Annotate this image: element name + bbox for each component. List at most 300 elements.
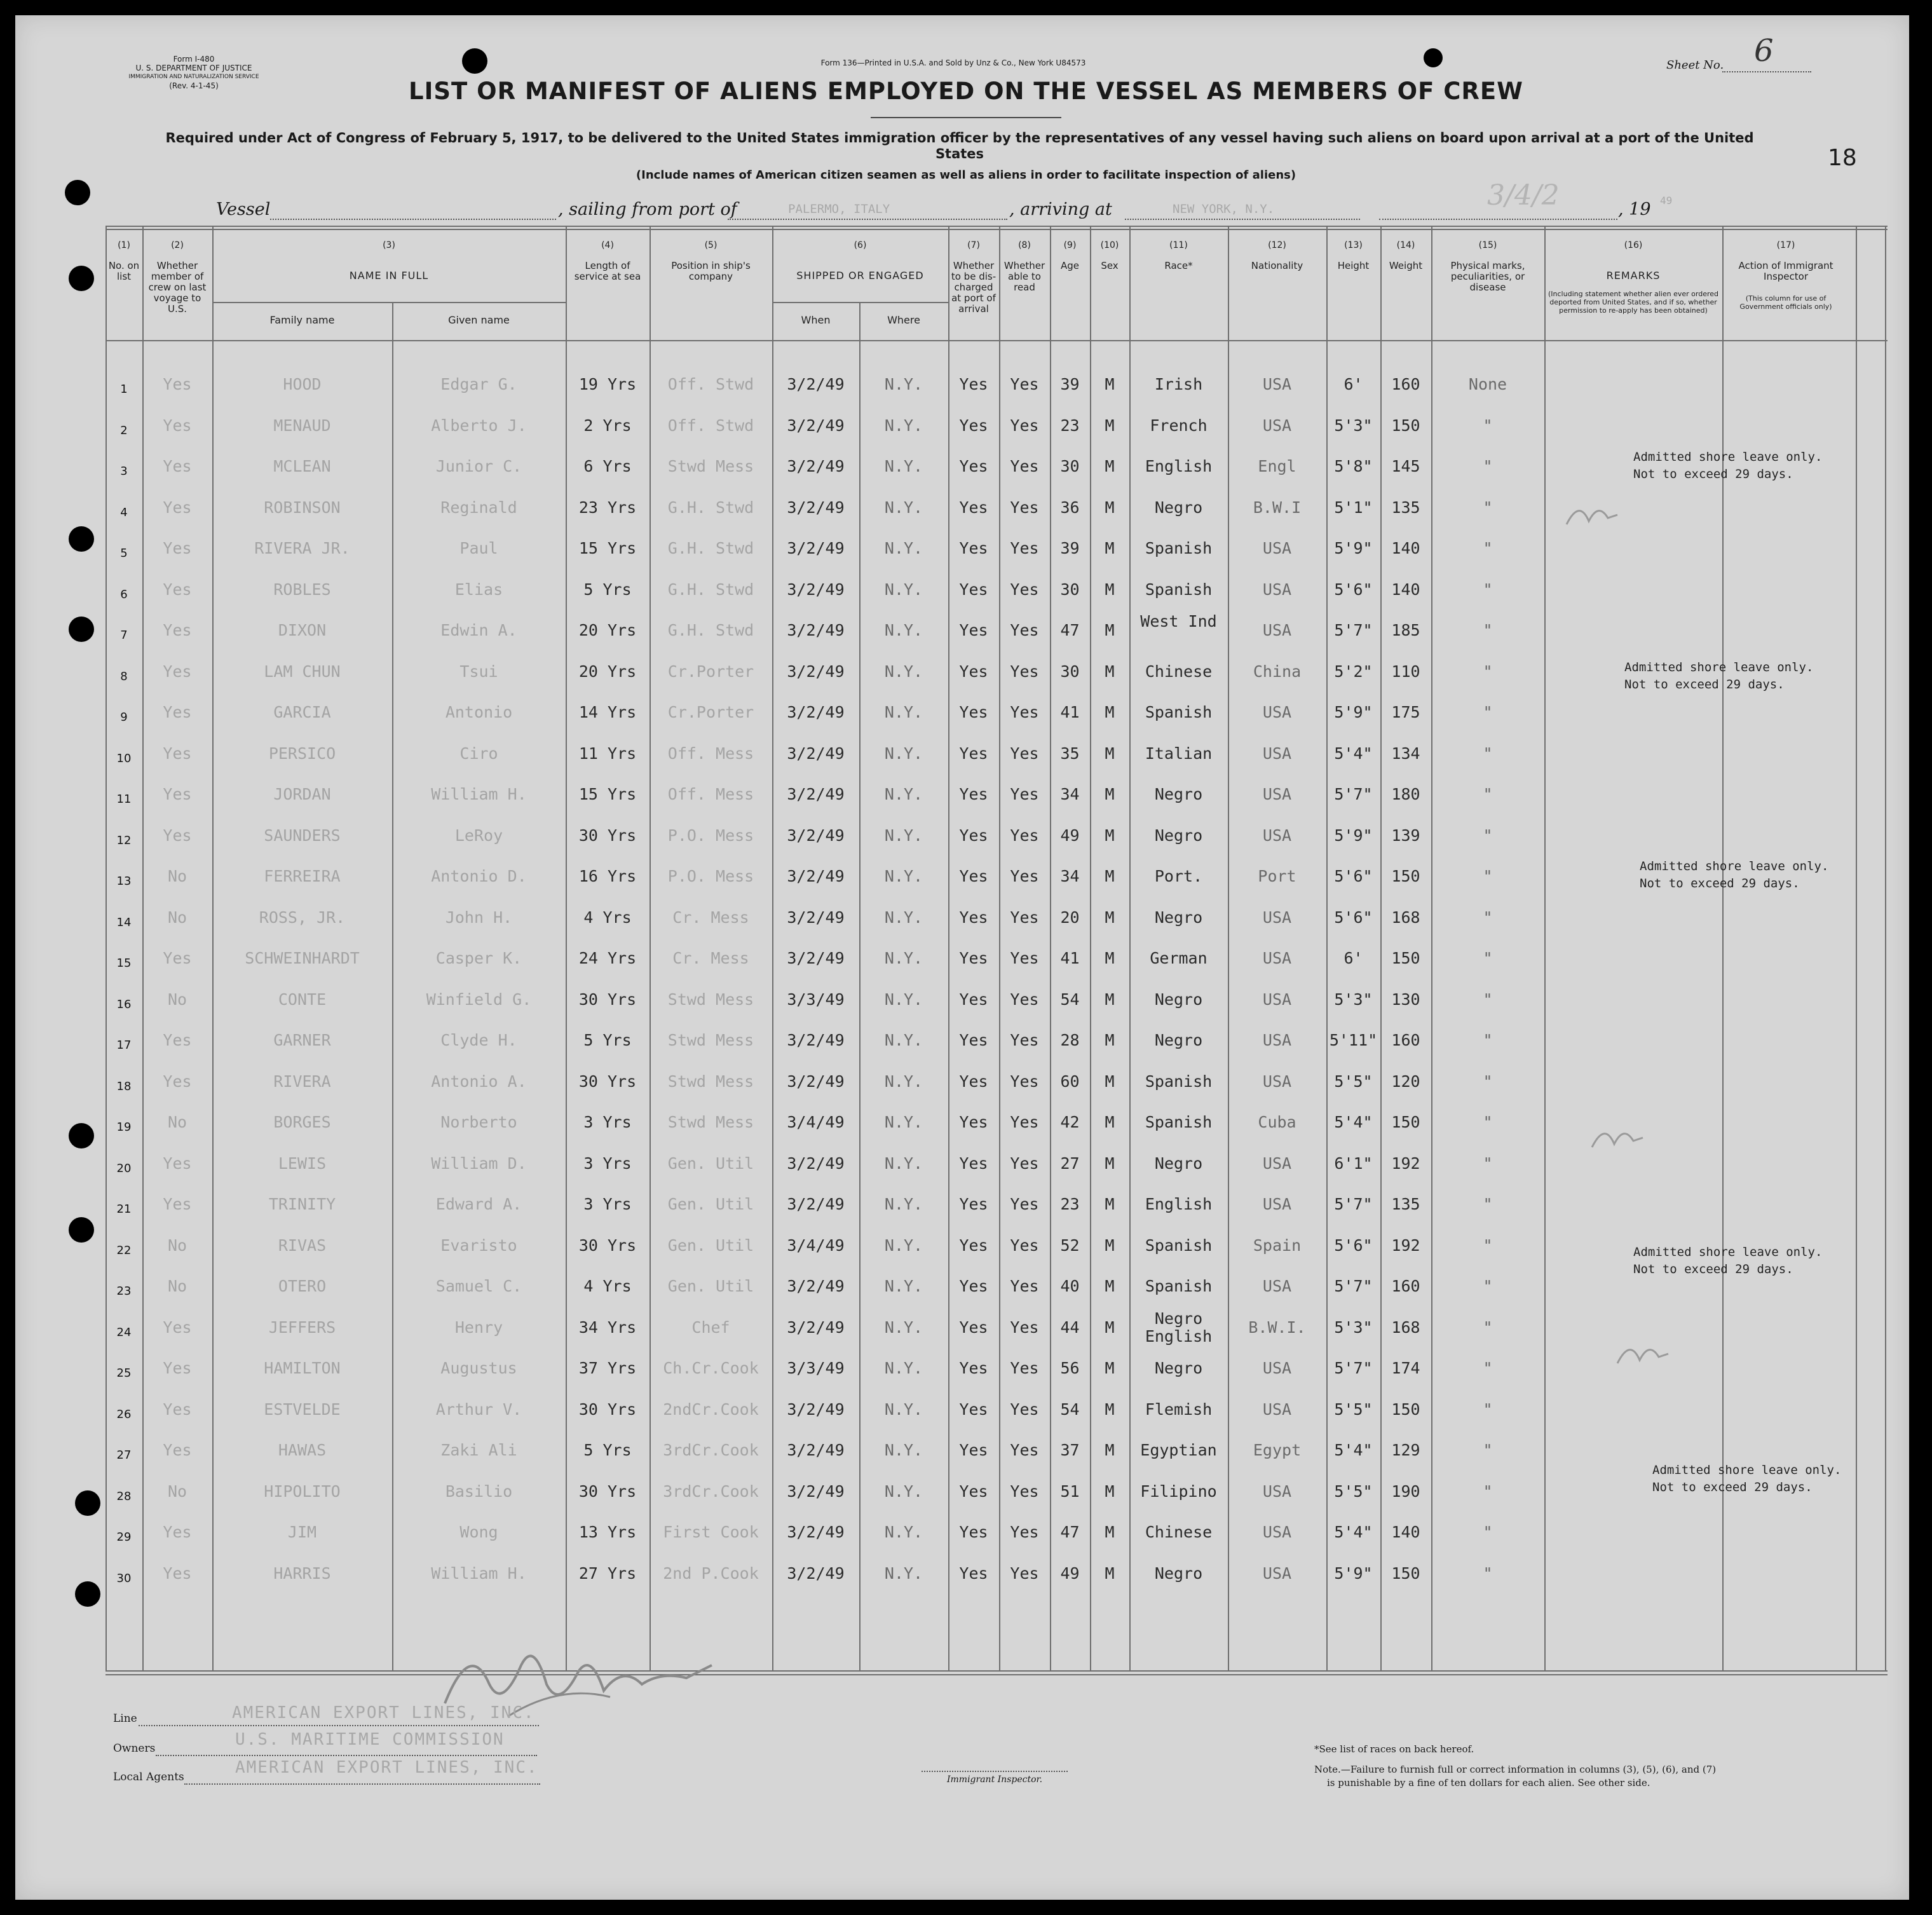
cell-where: N.Y.: [884, 826, 923, 845]
cell-marks: ": [1483, 457, 1493, 475]
cell-family: SAUNDERS: [264, 826, 341, 845]
cell-race: Chinese: [1145, 662, 1213, 681]
cell-given: John H.: [445, 908, 513, 927]
cell-given: Clyde H.: [440, 1031, 517, 1049]
cell-disch: Yes: [959, 580, 988, 599]
cell-when: 3/3/49: [787, 1359, 845, 1377]
cell-where: N.Y.: [884, 1400, 923, 1419]
cell-position: P.O. Mess: [667, 867, 754, 885]
cell-disch: Yes: [959, 949, 988, 967]
cell-when: 3/2/49: [787, 908, 845, 927]
name-subhead-rule: [212, 302, 566, 303]
cell-position: Gen. Util: [667, 1236, 754, 1255]
cell-disch: Yes: [959, 1564, 988, 1583]
vessel-label: Vessel: [216, 200, 271, 219]
cell-weight: 192: [1391, 1154, 1420, 1173]
cell-position: G.H. Stwd: [667, 621, 754, 639]
cell-race: Egyptian: [1140, 1441, 1217, 1459]
cell-when: 3/2/49: [787, 457, 845, 475]
cell-age: 47: [1060, 1523, 1080, 1541]
crew-row: [0, 938, 1932, 979]
cell-marks: ": [1483, 1154, 1493, 1173]
cell-weight: 140: [1391, 580, 1420, 599]
cell-family: HOOD: [283, 375, 322, 393]
remark-line2: Not to exceed 29 days.: [1624, 678, 1785, 692]
cell-when: 3/2/49: [787, 744, 845, 763]
cell-race: Negro: [1154, 1031, 1203, 1049]
cell-no: 15: [116, 957, 132, 970]
cell-no: 8: [120, 669, 128, 683]
cell-position: Gen. Util: [667, 1154, 754, 1173]
cell-given: Edwin A.: [440, 621, 517, 639]
cell-height: 5'3": [1334, 990, 1373, 1009]
cell-height: 5'9": [1334, 703, 1373, 721]
cell-height: 5'11": [1329, 1031, 1378, 1049]
remark-stamp: [1633, 1244, 1822, 1278]
cell-nat: USA: [1262, 1482, 1292, 1501]
cell-nat: USA: [1262, 1523, 1292, 1541]
cell-service: 30 Yrs: [578, 1482, 637, 1501]
cell-read: Yes: [1010, 662, 1039, 681]
cell-when: 3/2/49: [787, 1195, 845, 1213]
column-subheader: Family name: [269, 314, 335, 326]
owners-label: Owners: [113, 1742, 156, 1755]
cell-service: 3 Yrs: [583, 1154, 632, 1173]
cell-given: LeRoy: [454, 826, 503, 845]
cell-race: Negro: [1154, 1359, 1203, 1377]
cell-family: JEFFERS: [268, 1318, 336, 1337]
cell-weight: 185: [1391, 621, 1420, 639]
cell-height: 5'3": [1334, 416, 1373, 435]
cell-weight: 129: [1391, 1441, 1420, 1459]
cell-nat: USA: [1262, 375, 1292, 393]
service: IMMIGRATION AND NATURALIZATION SERVICE: [128, 74, 259, 80]
cell-given: William H.: [431, 1564, 527, 1583]
cell-sex: M: [1105, 1523, 1115, 1541]
cell-sex: M: [1105, 1318, 1115, 1337]
cell-sex: M: [1105, 416, 1115, 435]
cell-age: 39: [1060, 539, 1080, 557]
cell-where: N.Y.: [884, 867, 923, 885]
cell-nat: USA: [1262, 1031, 1292, 1049]
cell-weight: 120: [1391, 1072, 1420, 1091]
cell-service: 27 Yrs: [578, 1564, 637, 1583]
arriving-port: NEW YORK, N.Y.: [1173, 202, 1275, 216]
cell-age: 51: [1060, 1482, 1080, 1501]
column-number: (13): [1344, 240, 1363, 250]
cell-sex: M: [1105, 1400, 1115, 1419]
cell-marks: ": [1483, 662, 1493, 681]
cell-weight: 150: [1391, 949, 1420, 967]
cell-read: Yes: [1010, 621, 1039, 639]
cell-position: Cr.Porter: [667, 662, 754, 681]
cell-sex: M: [1105, 621, 1115, 639]
cell-height: 5'8": [1334, 457, 1373, 475]
cell-sex: M: [1105, 990, 1115, 1009]
cell-service: 20 Yrs: [578, 621, 637, 639]
cell-weight: 135: [1391, 498, 1420, 517]
crew-row: [0, 733, 1932, 774]
cell-family: PERSICO: [268, 744, 336, 763]
remark-line2: Not to exceed 29 days.: [1633, 467, 1793, 481]
cell-height: 5'4": [1334, 1441, 1373, 1459]
cell-height: 5'7": [1334, 621, 1373, 639]
cell-position: First Cook: [663, 1523, 759, 1541]
cell-race: Negro: [1154, 498, 1203, 517]
cell-when: 3/2/49: [787, 949, 845, 967]
cell-sex: M: [1105, 1482, 1115, 1501]
cell-disch: Yes: [959, 1441, 988, 1459]
cell-race: Spanish: [1145, 1277, 1213, 1295]
cell-race: Negro: [1154, 826, 1203, 845]
cell-marks: ": [1483, 1482, 1493, 1501]
cell-family: RIVAS: [278, 1236, 327, 1255]
cell-no: 29: [116, 1530, 132, 1544]
cell-service: 24 Yrs: [578, 949, 637, 967]
cell-where: N.Y.: [884, 908, 923, 927]
inspector-mark: [1563, 496, 1621, 534]
line-dotline: [139, 1725, 539, 1726]
crew-row: [0, 528, 1932, 569]
crew-row: [0, 1430, 1932, 1471]
cell-when: 3/2/49: [787, 703, 845, 721]
cell-height: 5'1": [1334, 498, 1373, 517]
table-top-rule: [105, 226, 1888, 227]
cell-marks: ": [1483, 498, 1493, 517]
cell-where: N.Y.: [884, 949, 923, 967]
cell-read: Yes: [1010, 1523, 1039, 1541]
cell-age: 39: [1060, 375, 1080, 393]
cell-when: 3/2/49: [787, 785, 845, 803]
column-number: (3): [383, 240, 395, 250]
cell-nat: Engl: [1258, 457, 1296, 475]
cell-position: G.H. Stwd: [667, 498, 754, 517]
cell-weight: 150: [1391, 416, 1420, 435]
cell-when: 3/2/49: [787, 1031, 845, 1049]
cell-weight: 110: [1391, 662, 1420, 681]
cell-weight: 160: [1391, 1277, 1420, 1295]
cell-marks: ": [1483, 1318, 1493, 1337]
cell-position: Off. Mess: [667, 785, 754, 803]
cell-read: Yes: [1010, 949, 1039, 967]
cell-height: 5'7": [1334, 1277, 1373, 1295]
cell-height: 5'9": [1334, 826, 1373, 845]
cell-no: 17: [116, 1039, 132, 1052]
cell-where: N.Y.: [884, 375, 923, 393]
cell-race: Irish: [1154, 375, 1203, 393]
cell-nat: USA: [1262, 416, 1292, 435]
cell-family: LEWIS: [278, 1154, 327, 1173]
cell-where: N.Y.: [884, 1441, 923, 1459]
cell-service: 30 Yrs: [578, 1236, 637, 1255]
cell-prev: Yes: [163, 662, 192, 681]
cell-disch: Yes: [959, 1031, 988, 1049]
cell-position: Stwd Mess: [667, 1031, 754, 1049]
cell-family: HARRIS: [273, 1564, 331, 1583]
cell-read: Yes: [1010, 1400, 1039, 1419]
cell-service: 11 Yrs: [578, 744, 637, 763]
cell-when: 3/2/49: [787, 1277, 845, 1295]
cell-sex: M: [1105, 1113, 1115, 1131]
cell-race: Port.: [1154, 867, 1203, 885]
cell-read: Yes: [1010, 1154, 1039, 1173]
cell-no: 28: [116, 1489, 132, 1503]
cell-disch: Yes: [959, 990, 988, 1009]
cell-height: 5'5": [1334, 1400, 1373, 1419]
cell-disch: Yes: [959, 457, 988, 475]
cell-when: 3/2/49: [787, 1441, 845, 1459]
cell-family: ROBINSON: [264, 498, 341, 517]
cell-prev: No: [167, 867, 187, 885]
cell-read: Yes: [1010, 1113, 1039, 1131]
cell-age: 23: [1060, 416, 1080, 435]
crew-row: [0, 487, 1932, 528]
cell-family: JIM: [287, 1523, 317, 1541]
column-number: (17): [1776, 240, 1795, 250]
cell-age: 56: [1060, 1359, 1080, 1377]
cell-marks: ": [1483, 1359, 1493, 1377]
cell-height: 6': [1344, 375, 1363, 393]
remark-line2: Not to exceed 29 days.: [1633, 1262, 1793, 1276]
cell-race: Negro: [1154, 785, 1203, 803]
crew-row: [0, 1061, 1932, 1102]
inspector-line: [922, 1771, 1068, 1772]
cell-weight: 160: [1391, 375, 1420, 393]
table-bottom-rule: [105, 1674, 1888, 1675]
cell-service: 30 Yrs: [578, 1072, 637, 1091]
cell-family: RIVERA: [273, 1072, 331, 1091]
crew-row: [0, 815, 1932, 856]
cell-nat: USA: [1262, 621, 1292, 639]
cell-race: Spanish: [1145, 703, 1213, 721]
cell-where: N.Y.: [884, 1523, 923, 1541]
cell-weight: 175: [1391, 703, 1420, 721]
cell-nat: USA: [1262, 539, 1292, 557]
cell-prev: Yes: [163, 1400, 192, 1419]
cell-where: N.Y.: [884, 703, 923, 721]
cell-age: 34: [1060, 867, 1080, 885]
cell-where: N.Y.: [884, 1482, 923, 1501]
cell-weight: 145: [1391, 457, 1420, 475]
cell-when: 3/2/49: [787, 580, 845, 599]
cell-disch: Yes: [959, 744, 988, 763]
cell-position: 3rdCr.Cook: [663, 1482, 759, 1501]
cell-no: 10: [116, 751, 132, 765]
cell-no: 26: [116, 1407, 132, 1421]
cell-when: 3/2/49: [787, 1400, 845, 1419]
cell-where: N.Y.: [884, 1072, 923, 1091]
cell-weight: 140: [1391, 539, 1420, 557]
cell-sex: M: [1105, 375, 1115, 393]
cell-no: 30: [116, 1571, 132, 1585]
cell-height: 5'5": [1334, 1482, 1373, 1501]
cell-family: GARNER: [273, 1031, 331, 1049]
cell-age: 41: [1060, 703, 1080, 721]
cell-age: 23: [1060, 1195, 1080, 1213]
cell-position: Cr. Mess: [672, 908, 749, 927]
cell-read: Yes: [1010, 1072, 1039, 1091]
cell-sex: M: [1105, 744, 1115, 763]
cell-height: 5'7": [1334, 1359, 1373, 1377]
cell-given: Winfield G.: [426, 990, 532, 1009]
cell-when: 3/2/49: [787, 1072, 845, 1091]
cell-height: 5'3": [1334, 1318, 1373, 1337]
cell-nat: USA: [1262, 1359, 1292, 1377]
cell-race: Spanish: [1145, 1236, 1213, 1255]
cell-disch: Yes: [959, 621, 988, 639]
cell-read: Yes: [1010, 539, 1039, 557]
column-header: Weight: [1389, 260, 1423, 271]
column-number: (9): [1063, 240, 1077, 250]
cell-marks: ": [1483, 539, 1493, 557]
cell-marks: ": [1483, 990, 1493, 1009]
year-value: 49: [1660, 194, 1673, 207]
cell-age: 37: [1060, 1441, 1080, 1459]
cell-prev: No: [167, 1277, 187, 1295]
cell-sex: M: [1105, 1154, 1115, 1173]
cell-given: Alberto J.: [431, 416, 527, 435]
cell-no: 11: [116, 793, 132, 806]
cell-where: N.Y.: [884, 539, 923, 557]
cell-where: N.Y.: [884, 744, 923, 763]
cell-service: 3 Yrs: [583, 1113, 632, 1131]
cell-age: 30: [1060, 580, 1080, 599]
cell-nat: USA: [1262, 744, 1292, 763]
cell-read: Yes: [1010, 785, 1039, 803]
cell-position: 2nd P.Cook: [663, 1564, 759, 1583]
cell-race: French: [1150, 416, 1208, 435]
cell-where: N.Y.: [884, 457, 923, 475]
cell-position: Ch.Cr.Cook: [663, 1359, 759, 1377]
cell-nat: USA: [1262, 1195, 1292, 1213]
cell-marks: ": [1483, 416, 1493, 435]
crew-row: [0, 1389, 1932, 1430]
cell-weight: 130: [1391, 990, 1420, 1009]
cell-prev: Yes: [163, 1359, 192, 1377]
cell-where: N.Y.: [884, 621, 923, 639]
cell-when: 3/2/49: [787, 1564, 845, 1583]
cell-race: Negro: [1154, 990, 1203, 1009]
cell-age: 41: [1060, 949, 1080, 967]
cell-height: 5'9": [1334, 539, 1373, 557]
cell-service: 4 Yrs: [583, 908, 632, 927]
revision: (Rev. 4-1-45): [169, 81, 219, 90]
cell-service: 5 Yrs: [583, 1031, 632, 1049]
cell-where: N.Y.: [884, 785, 923, 803]
cell-where: N.Y.: [884, 662, 923, 681]
cell-sex: M: [1105, 498, 1115, 517]
cell-disch: Yes: [959, 1359, 988, 1377]
cell-prev: Yes: [163, 1523, 192, 1541]
column-number: (11): [1169, 240, 1188, 250]
cell-service: 19 Yrs: [578, 375, 637, 393]
cell-given: Samuel C.: [435, 1277, 522, 1295]
form-id: Form I-480: [173, 55, 215, 64]
cell-when: 3/3/49: [787, 990, 845, 1009]
cell-sex: M: [1105, 457, 1115, 475]
cell-service: 2 Yrs: [583, 416, 632, 435]
crew-row: [0, 897, 1932, 938]
cell-height: 5'2": [1334, 662, 1373, 681]
crew-row: [0, 405, 1932, 446]
cell-read: Yes: [1010, 990, 1039, 1009]
remark-line1: Admitted shore leave only.: [1652, 1463, 1842, 1477]
cell-height: 5'5": [1334, 1072, 1373, 1091]
cell-sex: M: [1105, 1564, 1115, 1583]
cell-read: Yes: [1010, 1318, 1039, 1337]
column-number: (6): [854, 240, 867, 250]
cell-family: DIXON: [278, 621, 327, 639]
cell-height: 5'4": [1334, 744, 1373, 763]
cell-race: Negro: [1154, 1564, 1203, 1583]
cell-marks: ": [1483, 949, 1493, 967]
cell-marks: ": [1483, 580, 1493, 599]
cell-disch: Yes: [959, 1154, 988, 1173]
cell-given: Augustus: [440, 1359, 517, 1377]
cell-disch: Yes: [959, 662, 988, 681]
cell-read: Yes: [1010, 703, 1039, 721]
cell-given: Antonio: [445, 703, 513, 721]
column-number: (1): [118, 240, 130, 250]
cell-weight: 168: [1391, 1318, 1420, 1337]
cell-service: 37 Yrs: [578, 1359, 637, 1377]
column-number: (16): [1624, 240, 1643, 250]
cell-age: 35: [1060, 744, 1080, 763]
cell-disch: Yes: [959, 826, 988, 845]
cell-service: 15 Yrs: [578, 785, 637, 803]
crew-row: [0, 979, 1932, 1020]
cell-weight: 190: [1391, 1482, 1420, 1501]
cell-age: 30: [1060, 457, 1080, 475]
cell-read: Yes: [1010, 1031, 1039, 1049]
cell-service: 30 Yrs: [578, 826, 637, 845]
cell-position: Off. Stwd: [667, 375, 754, 393]
column-number: (2): [171, 240, 184, 250]
page-title: LIST OR MANIFEST OF ALIENS EMPLOYED ON THE VESSEL AS MEMBERS OF CREW: [409, 78, 1523, 105]
column-number: (14): [1396, 240, 1415, 250]
cell-prev: Yes: [163, 1154, 192, 1173]
cell-given: Tsui: [459, 662, 498, 681]
cell-position: G.H. Stwd: [667, 539, 754, 557]
cell-marks: ": [1483, 1523, 1493, 1541]
remark-line1: Admitted shore leave only.: [1633, 450, 1823, 464]
cell-prev: Yes: [163, 539, 192, 557]
cell-prev: Yes: [163, 1318, 192, 1337]
inspector-label: Immigrant Inspector.: [947, 1775, 1043, 1785]
cell-race: Spanish: [1145, 1072, 1213, 1091]
cell-weight: 192: [1391, 1236, 1420, 1255]
cell-read: Yes: [1010, 416, 1039, 435]
crew-row: [0, 569, 1932, 610]
year-label: , 19: [1618, 200, 1651, 219]
cell-no: 22: [116, 1243, 132, 1257]
footnote-penalty-2: is punishable by a fine of ten dollars for each alien. See other side.: [1327, 1777, 1650, 1789]
footnote-penalty: Note.—Failure to furnish full or correct information in columns (3), (5), (6), and (7): [1314, 1764, 1717, 1775]
cell-height: 5'4": [1334, 1523, 1373, 1541]
remark-stamp: [1640, 858, 1828, 892]
cell-race: Spanish: [1145, 580, 1213, 599]
column-header: Action of Immigrant Inspector: [1738, 260, 1833, 282]
cell-age: 27: [1060, 1154, 1080, 1173]
cell-marks: ": [1483, 867, 1493, 885]
cell-marks: ": [1483, 744, 1493, 763]
cell-marks: ": [1483, 1195, 1493, 1213]
page-mark: 18: [1828, 145, 1857, 171]
cell-position: Chef: [691, 1318, 730, 1337]
cell-prev: No: [167, 1482, 187, 1501]
cell-no: 1: [120, 383, 128, 396]
cell-service: 5 Yrs: [583, 1441, 632, 1459]
